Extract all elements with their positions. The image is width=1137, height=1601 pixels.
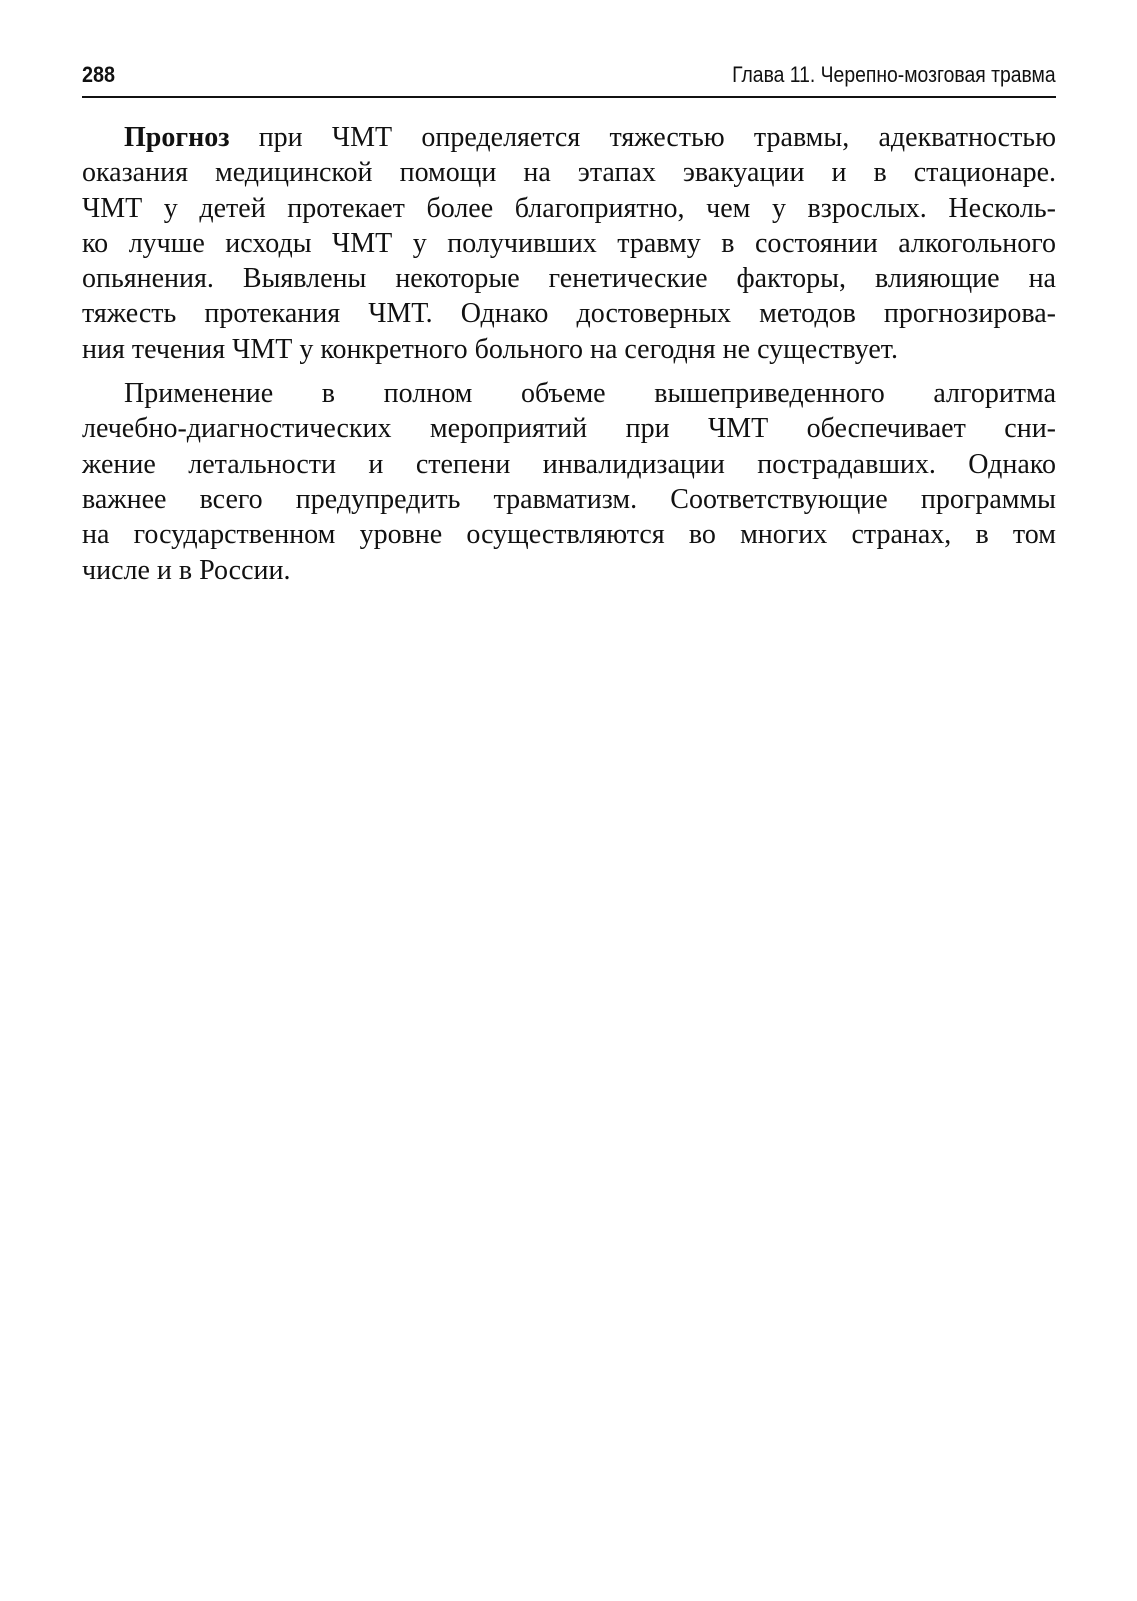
bold-term: Прогноз [124, 122, 230, 153]
text-line: Применение в полном объеме вышеприведенного алгоритма [124, 378, 1056, 410]
page-header [82, 60, 1056, 98]
prevention-paragraph [82, 376, 1056, 588]
text-line: числе и в России. [82, 554, 291, 586]
text-line: важнее всего предупредить травматизм. Соответствующие программы [82, 483, 1056, 515]
text-line: жение летальности и степени инвалидизации пострадавших. Однако [82, 448, 1056, 480]
text-line: ко лучше исходы ЧМТ у получивших травму в состоянии алкогольного [82, 227, 1056, 259]
page-number: 288 [82, 62, 116, 87]
text-line [82, 120, 1056, 155]
text-line: ЧМТ у детей протекает более благоприятно, чем у взрослых. Несколь- [82, 192, 1056, 224]
page-body [82, 120, 1056, 597]
text-line-content: при ЧМТ определяется тяжестью травмы, адекватностью [229, 122, 1056, 153]
text-line: на государственном уровне осуществляются во многих странах, в том [82, 519, 1056, 551]
text-line: лечебно-диагностических мероприятий при ЧМТ обеспечивает сни- [82, 413, 1056, 445]
prognosis-paragraph [82, 120, 1056, 367]
text-line: ния течения ЧМТ у конкретного больного на сегодня не существует. [82, 333, 898, 365]
text-line: тяжесть протекания ЧМТ. Однако достоверных методов прогнозирова- [82, 298, 1056, 330]
text-line: оказания медицинской помощи на этапах эвакуации и в стационаре. [82, 157, 1056, 189]
text-line: опьянения. Выявлены некоторые генетические факторы, влияющие на [82, 263, 1056, 295]
running-title: Глава 11. Черепно-мозговая травма [732, 62, 1056, 87]
